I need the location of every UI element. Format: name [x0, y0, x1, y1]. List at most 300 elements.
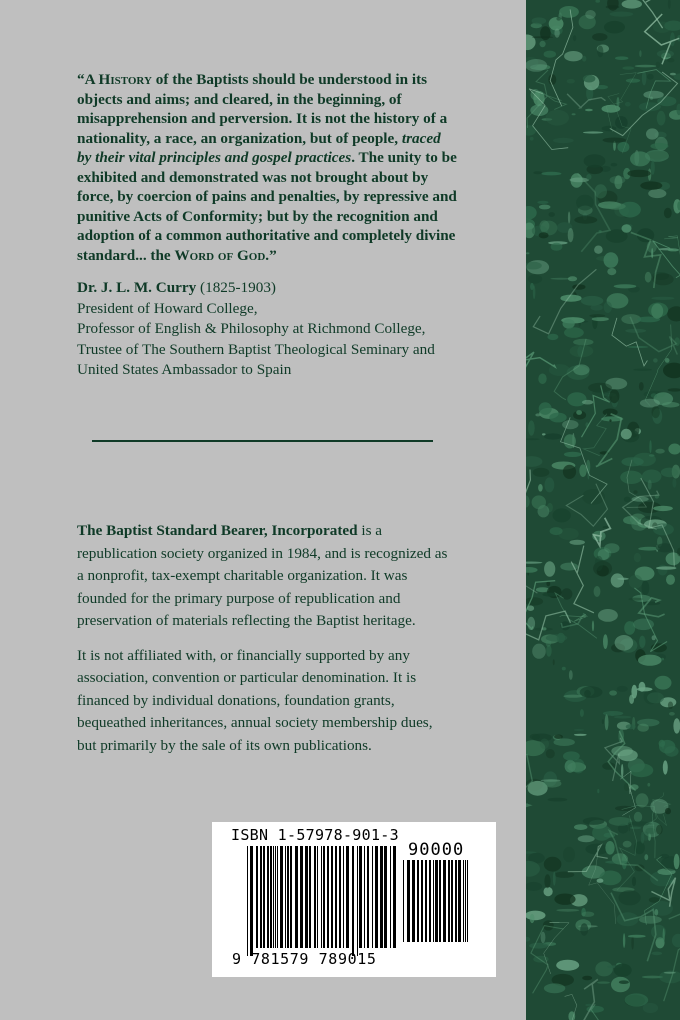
- marble-fleck: [532, 644, 546, 659]
- barcode-bar: [451, 860, 453, 942]
- marble-fleck: [611, 163, 618, 167]
- marble-fleck: [631, 936, 634, 950]
- marble-fleck: [598, 609, 618, 622]
- barcode-bar: [407, 860, 410, 942]
- marble-fleck: [604, 252, 619, 268]
- marble-fleck: [650, 143, 668, 149]
- marble-fleck: [526, 562, 542, 564]
- barcode-bar: [352, 846, 354, 956]
- barcode-bar: [380, 846, 383, 948]
- marble-fleck: [549, 212, 555, 217]
- marble-fleck: [623, 841, 632, 848]
- marble-fleck: [576, 410, 582, 415]
- marble-fleck: [614, 964, 632, 977]
- marble-fleck: [615, 635, 634, 651]
- quote-word-of-god: Word of God: [174, 246, 266, 264]
- marble-fleck: [606, 5, 620, 9]
- barcode-bar: [372, 846, 373, 948]
- marble-fleck: [667, 248, 679, 251]
- barcode-bar: [343, 846, 344, 948]
- barcode-bar: [364, 846, 365, 948]
- marble-fleck: [594, 184, 607, 198]
- marble-fleck: [594, 246, 603, 254]
- marble-fleck: [638, 724, 649, 732]
- marble-fleck: [632, 496, 649, 501]
- marble-fleck: [665, 808, 671, 814]
- marble-fleck: [550, 278, 571, 280]
- marble-fleck: [627, 170, 650, 177]
- marble-fleck: [526, 882, 542, 891]
- marble-fleck: [609, 419, 611, 422]
- marble-fleck: [595, 556, 603, 571]
- marble-fleck: [592, 825, 611, 841]
- marble-fleck: [539, 402, 552, 415]
- marble-fleck: [544, 857, 562, 872]
- barcode-bar: [267, 846, 269, 948]
- barcode-bar: [463, 860, 464, 942]
- marble-fleck: [573, 364, 589, 375]
- barcode-bar: [275, 846, 276, 948]
- marble-fleck: [664, 208, 672, 219]
- barcode-bar: [260, 846, 262, 948]
- barcode-bar: [346, 846, 349, 948]
- marble-vein: [566, 484, 607, 527]
- marble-fleck: [538, 374, 546, 385]
- marble-fleck: [574, 734, 587, 736]
- marble-vein: [612, 318, 648, 366]
- marble-edge: [526, 0, 680, 1020]
- marble-fleck: [560, 295, 581, 302]
- marble-fleck: [553, 508, 571, 522]
- marble-fleck: [617, 686, 628, 692]
- marble-fleck: [526, 456, 542, 467]
- marble-fleck: [604, 302, 612, 313]
- marble-fleck: [578, 835, 595, 842]
- marble-fleck: [530, 283, 534, 290]
- isbn-barcode-block: [212, 822, 496, 977]
- marble-fleck: [569, 670, 573, 680]
- marble-fleck: [563, 695, 582, 698]
- barcode-bar: [287, 846, 289, 948]
- marble-fleck: [619, 890, 641, 905]
- marble-fleck: [564, 51, 583, 61]
- marble-fleck: [538, 484, 543, 492]
- author-role: Professor of English & Philosophy at Richmond College,: [77, 320, 426, 337]
- quote-attribution: [77, 278, 497, 381]
- marble-fleck: [638, 655, 662, 666]
- ean-digits: 9 781579 789015: [232, 950, 377, 968]
- marble-fleck: [528, 420, 535, 435]
- marble-fleck: [580, 709, 584, 717]
- marble-fleck: [621, 429, 632, 440]
- marble-vein: [664, 236, 680, 256]
- marble-fleck: [544, 51, 556, 58]
- ean-barcode: [247, 846, 397, 956]
- marble-fleck: [614, 175, 622, 189]
- marble-fleck: [623, 933, 625, 948]
- marble-fleck: [579, 464, 586, 477]
- marble-fleck: [568, 211, 570, 223]
- marble-fleck: [628, 935, 646, 938]
- barcode-bar: [367, 846, 369, 948]
- marble-fleck: [544, 887, 553, 896]
- marble-fleck: [583, 131, 603, 133]
- marble-fleck: [655, 676, 672, 690]
- marble-fleck: [611, 573, 624, 587]
- marble-fleck: [597, 981, 610, 983]
- attribution-heading: [77, 278, 497, 299]
- barcode-bar: [384, 846, 387, 948]
- marble-fleck: [629, 575, 643, 589]
- marble-fleck: [563, 465, 576, 479]
- marble-fleck: [526, 206, 537, 219]
- marble-fleck: [533, 468, 550, 477]
- barcode-bar: [273, 846, 274, 948]
- marble-fleck: [663, 760, 668, 774]
- marble-fleck: [551, 243, 563, 251]
- barcode-bar: [314, 846, 316, 948]
- marble-vein: [664, 911, 680, 1001]
- marble-fleck: [526, 252, 529, 254]
- marble-fleck: [622, 66, 634, 69]
- barcode-bar: [280, 846, 283, 948]
- marble-fleck: [658, 565, 668, 576]
- marble-fleck: [625, 993, 649, 1006]
- marble-fleck: [661, 658, 664, 661]
- marble-fleck: [640, 181, 662, 189]
- barcode-bar: [300, 846, 303, 948]
- marble-fleck: [656, 825, 663, 835]
- marble-fleck: [665, 358, 670, 363]
- barcode-bar: [465, 860, 466, 942]
- marble-fleck: [530, 734, 540, 740]
- marble-fleck: [526, 911, 546, 921]
- marble-fleck: [610, 12, 634, 17]
- marble-fleck: [656, 566, 676, 569]
- about-paragraph-2: It is not affiliated with, or financially supported by any association, convention or particular denomination. It is financed by individual donations, foundation grants, bequeathed inheritances, annual society membership dues, but primarily by the sale of its own publications.: [77, 646, 433, 754]
- barcode-bar: [290, 846, 292, 948]
- barcode-bar: [295, 846, 298, 948]
- barcode-bar: [247, 846, 248, 956]
- marble-fleck: [618, 749, 638, 761]
- marble-fleck: [548, 74, 556, 85]
- marble-fleck: [667, 58, 674, 62]
- marble-fleck: [556, 909, 579, 912]
- marble-fleck: [580, 686, 603, 698]
- marble-fleck: [651, 952, 662, 956]
- marble-fleck: [617, 142, 629, 152]
- marble-fleck: [642, 832, 649, 841]
- marble-fleck: [549, 413, 566, 423]
- marble-fleck: [670, 32, 675, 46]
- marble-fleck: [635, 65, 657, 68]
- marble-fleck: [582, 56, 586, 62]
- marble-fleck: [651, 304, 663, 319]
- marble-fleck: [597, 46, 603, 58]
- marble-fleck: [562, 667, 566, 671]
- marble-fleck: [543, 779, 561, 787]
- barcode-bar: [435, 860, 438, 942]
- marble-fleck: [639, 382, 644, 391]
- marble-fleck: [673, 718, 680, 733]
- marble-fleck: [604, 21, 625, 34]
- barcode-bar: [285, 846, 286, 948]
- marble-fleck: [544, 874, 550, 888]
- marble-fleck: [537, 201, 548, 204]
- addon-barcode: [403, 860, 471, 950]
- marble-fleck: [662, 740, 664, 749]
- marble-fleck: [668, 0, 671, 9]
- publisher-description: [77, 520, 452, 769]
- marble-fleck: [572, 113, 576, 115]
- marble-fleck: [672, 478, 676, 487]
- marble-fleck: [669, 712, 675, 716]
- marble-fleck: [532, 17, 547, 24]
- marble-fleck: [656, 62, 660, 68]
- barcode-bar: [433, 860, 434, 942]
- barcode-bar: [339, 846, 341, 948]
- marble-fleck: [614, 284, 637, 288]
- marble-fleck: [592, 389, 609, 399]
- barcode-bar: [335, 846, 337, 948]
- marble-fleck: [567, 79, 575, 84]
- marble-fleck: [595, 0, 600, 3]
- marble-fleck: [541, 932, 546, 944]
- marble-fleck: [595, 961, 613, 976]
- marble-fleck: [530, 914, 535, 923]
- barcode-bar: [443, 860, 446, 942]
- marble-fleck: [642, 470, 662, 484]
- marble-fleck: [529, 943, 548, 949]
- marble-fleck: [584, 154, 606, 167]
- marble-fleck: [548, 798, 568, 802]
- marble-fleck: [607, 268, 616, 275]
- marble-fleck: [574, 216, 597, 224]
- about-paragraph-1: [77, 520, 452, 633]
- marble-fleck: [646, 128, 659, 139]
- barcode-bar: [359, 846, 362, 948]
- barcode-bar: [263, 846, 265, 948]
- marble-fleck: [670, 73, 676, 76]
- marble-vein: [567, 94, 605, 108]
- marble-fleck: [663, 928, 665, 943]
- marble-fleck: [533, 171, 542, 174]
- marble-fleck: [574, 824, 587, 830]
- marble-fleck: [597, 879, 604, 883]
- marble-fleck: [666, 575, 675, 585]
- marble-fleck: [649, 440, 651, 453]
- quote-part-2: . The unity to be exhibited and demonstrated was not brought about by force, by coercion of pains and penalties, by repressive and punitive Acts of Conformity; but by the recognition and adoption of a common authoritative and completely divine standard... the: [77, 149, 457, 264]
- marble-fleck: [540, 41, 546, 47]
- marble-fleck: [619, 980, 629, 984]
- marble-fleck: [582, 976, 592, 981]
- marble-fleck: [583, 75, 596, 83]
- marble-fleck: [539, 205, 551, 210]
- marble-fleck: [651, 297, 674, 300]
- marble-fleck: [554, 735, 563, 739]
- author-name: Dr. J. L. M. Curry: [77, 279, 197, 296]
- barcode-bar: [421, 860, 423, 942]
- marble-fleck: [564, 452, 582, 457]
- author-role: United States Ambassador to Spain: [77, 361, 292, 378]
- marble-fleck: [540, 739, 549, 750]
- marble-fleck: [668, 702, 673, 709]
- marble-fleck: [645, 272, 652, 283]
- history-quote: [77, 70, 457, 265]
- marble-fleck: [541, 172, 561, 176]
- marble-fleck: [606, 203, 626, 210]
- marble-fleck: [544, 983, 565, 993]
- author-years: (1825-1903): [196, 279, 276, 296]
- marble-fleck: [550, 527, 563, 535]
- barcode-bar: [467, 860, 468, 942]
- marble-fleck: [544, 561, 555, 576]
- marble-fleck: [585, 109, 593, 111]
- marble-fleck: [647, 783, 650, 787]
- marble-fleck: [574, 729, 585, 731]
- marble-texture: [526, 0, 680, 1020]
- marble-fleck: [647, 74, 654, 80]
- marble-fleck: [633, 619, 654, 631]
- marble-fleck: [586, 174, 591, 180]
- marble-fleck: [632, 877, 636, 887]
- marble-fleck: [609, 690, 617, 695]
- barcode-bar: [390, 846, 391, 948]
- marble-fleck: [526, 59, 547, 72]
- marble-fleck: [610, 712, 615, 716]
- marble-fleck: [634, 812, 642, 822]
- marble-fleck: [544, 433, 562, 439]
- marble-fleck: [634, 553, 641, 562]
- marble-fleck: [655, 449, 664, 454]
- marble-fleck: [526, 937, 530, 942]
- marble-fleck: [661, 468, 678, 478]
- marble-fleck: [639, 50, 641, 57]
- barcode-bar: [321, 846, 322, 948]
- marble-fleck: [592, 621, 594, 632]
- marble-fleck: [567, 392, 586, 406]
- marble-fleck: [540, 26, 551, 40]
- marble-fleck: [651, 393, 657, 398]
- marble-fleck: [609, 389, 619, 403]
- quote-close: .”: [265, 246, 277, 264]
- marble-fleck: [581, 912, 594, 917]
- marble-fleck: [672, 934, 680, 948]
- barcode-bar: [256, 846, 258, 948]
- marble-fleck: [532, 495, 546, 509]
- marble-fleck: [648, 480, 652, 490]
- marble-fleck: [630, 827, 641, 830]
- marble-fleck: [553, 872, 556, 886]
- publisher-name: The Baptist Standard Bearer, Incorporated: [77, 522, 358, 539]
- marble-fleck: [580, 923, 588, 935]
- marble-vein: [571, 546, 594, 613]
- barcode-bar: [375, 846, 378, 948]
- marble-fleck: [592, 317, 609, 321]
- barcode-bar: [323, 846, 325, 948]
- marble-fleck: [614, 716, 632, 719]
- about-paragraph-1-text: is a republication society organized in 1984, and is recognized as a nonprofit, tax-exempt charitable organization. It was founded for the primary purpose of republication and preservation of materials reflecting the Baptist heritage.: [77, 522, 448, 629]
- quote-italic-part: traced by their vital principles and gospel practices: [77, 129, 441, 166]
- divider-rule: [92, 440, 433, 442]
- marble-fleck: [555, 872, 575, 878]
- marble-fleck: [562, 420, 578, 429]
- marble-fleck: [667, 306, 680, 321]
- quote-open: “A: [77, 71, 99, 88]
- marble-fleck: [605, 714, 609, 730]
- barcode-bar: [357, 846, 358, 956]
- marble-fleck: [528, 274, 542, 283]
- marble-fleck: [659, 740, 666, 747]
- marble-fleck: [573, 339, 593, 346]
- marble-fleck: [549, 17, 564, 30]
- marble-vein: [582, 979, 598, 1020]
- marble-fleck: [572, 284, 585, 290]
- marble-fleck: [605, 861, 628, 864]
- marble-fleck: [626, 79, 640, 83]
- marble-fleck: [546, 110, 569, 126]
- marble-fleck: [622, 224, 632, 233]
- marble-fleck: [674, 854, 680, 869]
- marble-fleck: [553, 659, 555, 665]
- marble-fleck: [648, 189, 666, 198]
- marble-fleck: [526, 496, 530, 508]
- author-role: President of Howard College,: [77, 299, 258, 317]
- marble-fleck: [604, 543, 619, 553]
- marble-fleck: [668, 444, 680, 455]
- marble-fleck: [559, 6, 579, 18]
- marble-fleck: [530, 137, 534, 141]
- barcode-bar: [309, 846, 311, 948]
- marble-fleck: [654, 909, 658, 916]
- marble-fleck: [611, 977, 630, 992]
- marble-fleck: [660, 854, 669, 859]
- marble-fleck: [553, 138, 574, 143]
- marble-fleck: [626, 724, 636, 729]
- marble-fleck: [592, 33, 607, 41]
- marble-fleck: [573, 35, 576, 41]
- marble-fleck: [589, 314, 605, 317]
- marble-fleck: [602, 719, 604, 724]
- marble-fleck: [664, 972, 676, 974]
- marble-fleck: [639, 916, 662, 924]
- marble-fleck: [526, 438, 540, 440]
- barcode-bar: [393, 846, 396, 948]
- marble-fleck: [633, 453, 656, 466]
- marble-fleck: [624, 497, 631, 503]
- barcode-bar: [277, 846, 278, 948]
- marble-fleck: [603, 634, 608, 649]
- marble-fleck: [583, 817, 605, 825]
- price-code-label: 90000: [408, 840, 465, 860]
- marble-fleck: [630, 151, 650, 166]
- marble-fleck: [563, 847, 575, 863]
- isbn-label: ISBN 1-57978-901-3: [231, 826, 399, 844]
- quote-history-word: History: [98, 71, 152, 88]
- marble-fleck: [526, 567, 538, 573]
- barcode-bar: [305, 846, 308, 948]
- marble-fleck: [605, 841, 614, 855]
- barcode-bar: [429, 860, 431, 942]
- marble-fleck: [582, 400, 593, 405]
- marble-fleck: [581, 296, 604, 306]
- marble-fleck: [625, 102, 631, 107]
- barcode-bar: [327, 846, 329, 948]
- marble-fleck: [622, 0, 642, 9]
- marble-fleck: [547, 334, 558, 340]
- marble-fleck: [615, 56, 628, 60]
- marble-fleck: [569, 540, 585, 545]
